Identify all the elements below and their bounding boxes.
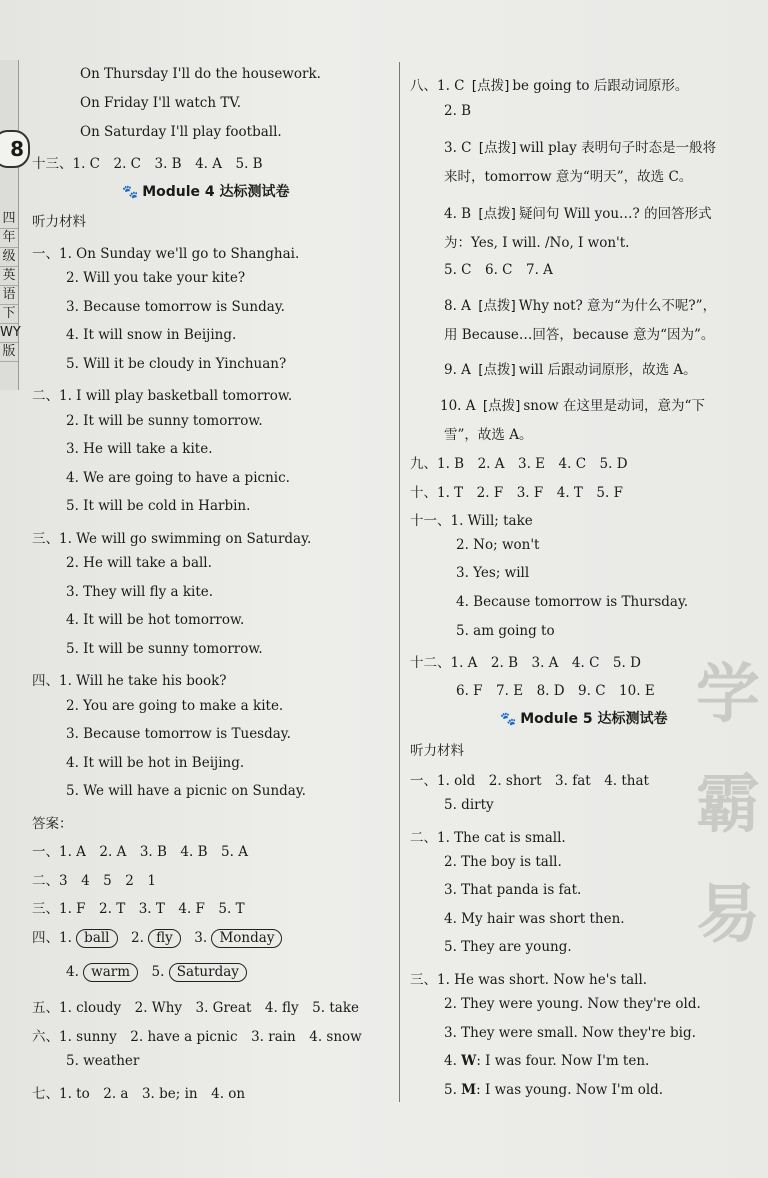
item-number: 3. C [444, 140, 476, 156]
line-text: 2. They were young. Now they're old. [444, 996, 701, 1012]
line-text: be going to 后跟动词原形。 [512, 78, 689, 94]
text-line [80, 124, 282, 140]
line-text: 来时，tomorrow 意为“明天”，故选 C。 [444, 169, 693, 185]
line-text: 5. We will have a picnic on Sunday. [66, 783, 306, 799]
line-text: 5. am going to [456, 623, 555, 639]
line-text: 6. F 7. E 8. D 9. C 10. E [456, 683, 655, 699]
text-line [66, 1053, 139, 1069]
text-line [444, 358, 697, 378]
line-text: 5. Will it be cloudy in Yinchuan? [66, 356, 287, 372]
line-text: will play 表明句子时态是一般将 [519, 140, 717, 156]
item-number: 八、1. C [410, 78, 469, 94]
text-line [444, 258, 553, 278]
line-text: 为：Yes, I will. /No, I won't. [444, 235, 630, 251]
text-line [500, 708, 668, 728]
text-line [410, 769, 649, 789]
text-line [66, 755, 244, 771]
text-line [444, 1053, 649, 1069]
circled-word: fly [148, 929, 181, 948]
text-line [66, 498, 250, 514]
watermark-stamp: 学 霸 易 [696, 657, 760, 952]
text-line [444, 202, 712, 222]
line-text: 三、1. He was short. Now he's tall. [410, 972, 648, 988]
text-line [410, 826, 566, 846]
line-text: 十、1. T 2. F 3. F 4. T 5. F [410, 485, 623, 501]
line-text: 5. dirty [444, 797, 494, 813]
text-line [32, 384, 292, 404]
spine-char: 英 [0, 267, 18, 286]
hint-tag: [点拨] [478, 140, 517, 156]
text-line [444, 1082, 663, 1098]
text-line [66, 270, 245, 286]
text-line [456, 537, 539, 553]
line-text: 5. They are young. [444, 939, 572, 955]
line-text: 二、3 4 5 2 1 [32, 873, 156, 889]
text-line [66, 356, 286, 372]
line-text: 5. It will be cold in Harbin. [66, 498, 251, 514]
text-line [66, 470, 290, 486]
text-line [444, 1025, 696, 1041]
item-number: 4. [66, 964, 84, 980]
text-line [456, 679, 655, 699]
speaker: W [461, 1053, 477, 1069]
spine-char: 下 [0, 305, 18, 324]
text-line [32, 840, 248, 860]
text-line [32, 210, 86, 230]
item-number: 4. [444, 1053, 462, 1069]
text-line [444, 423, 532, 443]
line-text: 2. No; won't [456, 537, 540, 553]
text-line [32, 869, 156, 889]
text-line [440, 394, 705, 414]
line-text: Why not? 意为“为什么不呢?”， [518, 298, 717, 314]
text-line [66, 555, 212, 571]
line-text: 十二、1. A 2. B 3. A 4. C 5. D [410, 655, 641, 671]
line-text: 2. He will take a ball. [66, 555, 212, 571]
circled-word: Monday [211, 929, 282, 948]
text-line [32, 897, 245, 917]
spine-char: 年 [0, 229, 18, 248]
text-line [444, 996, 701, 1012]
line-text: Module 4 达标测试卷 [142, 184, 290, 200]
text-line [66, 584, 213, 600]
line-text: 4. It will be hot tomorrow. [66, 612, 245, 628]
page-number: 8 [0, 130, 30, 168]
circled-row [66, 960, 247, 982]
line-text: 疑问句 Will you…? 的回答形式 [518, 206, 712, 222]
line-text: On Friday I'll watch TV. [80, 95, 242, 111]
text-line [32, 242, 299, 262]
line-text: On Saturday I'll play football. [80, 124, 282, 140]
text-line [80, 66, 321, 82]
text-line [444, 136, 716, 156]
speaker: M [461, 1082, 477, 1098]
line-text: 七、1. to 2. a 3. be; in 4. on [32, 1086, 246, 1102]
line-text: 一、1. On Sunday we'll go to Shanghai. [32, 246, 300, 262]
text-line [66, 612, 244, 628]
line-text: 3. Yes; will [456, 565, 530, 581]
line-text: 2. It will be sunny tomorrow. [66, 413, 263, 429]
line-text: 听力材料 [32, 214, 86, 230]
line-text: 4. Because tomorrow is Thursday. [456, 594, 689, 610]
line-text: 3. That panda is fat. [444, 882, 582, 898]
item-number: 5. [444, 1082, 462, 1098]
item-number: 10. A [440, 398, 480, 414]
item-number: 5. [138, 964, 169, 980]
line-text: Module 5 达标测试卷 [520, 711, 668, 727]
line-text: 六、1. sunny 2. have a picnic 3. rain 4. snow [32, 1029, 362, 1045]
circled-row [32, 926, 282, 948]
text-line [32, 527, 311, 547]
text-line [32, 812, 73, 832]
text-line [410, 968, 647, 988]
text-line [444, 939, 572, 955]
spine-char: 语 [0, 286, 18, 305]
line-text: 答案： [32, 816, 73, 832]
text-line [122, 181, 290, 201]
line-text: 3. They were small. Now they're big. [444, 1025, 696, 1041]
spine-char: 级 [0, 248, 18, 267]
text-line [456, 565, 529, 581]
line-text: 五、1. cloudy 2. Why 3. Great 4. fly 5. take [32, 1000, 359, 1016]
line-text: 2. You are going to make a kite. [66, 698, 284, 714]
item-number: 四、1. [32, 930, 77, 946]
line-text: On Thursday I'll do the housework. [80, 66, 321, 82]
line-text: 5. It will be sunny tomorrow. [66, 641, 263, 657]
text-line [444, 797, 494, 813]
line-text: 一、1. old 2. short 3. fat 4. that [410, 773, 649, 789]
text-line [66, 783, 306, 799]
line-text: 3. He will take a kite. [66, 441, 213, 457]
spine-char: WY [0, 324, 18, 343]
line-text: 一、1. A 2. A 3. B 4. B 5. A [32, 844, 248, 860]
spine-char: 四 [0, 210, 18, 229]
hint-tag: [点拨] [478, 298, 516, 314]
line-text: 三、1. F 2. T 3. T 4. F 5. T [32, 901, 245, 917]
text-line [410, 452, 628, 472]
line-text: will 后跟动词原形，故选 A。 [518, 362, 697, 378]
line-text: 4. My hair was short then. [444, 911, 625, 927]
item-number: 2. [117, 930, 149, 946]
text-line [66, 698, 283, 714]
line-text: 5. C 6. C 7. A [444, 262, 553, 278]
line-text: 二、1. The cat is small. [410, 830, 566, 846]
line-text: 4. It will be hot in Beijing. [66, 755, 245, 771]
line-text: 听力材料 [410, 743, 464, 759]
text-line [66, 726, 291, 742]
hint-tag: [点拨] [482, 398, 521, 414]
line-text: 3. They will fly a kite. [66, 584, 214, 600]
line-text: : I was young. Now I'm old. [476, 1082, 664, 1098]
text-line [32, 1025, 362, 1045]
circled-word: warm [83, 963, 138, 982]
column-divider [399, 62, 400, 1102]
line-text: 三、1. We will go swimming on Saturday. [32, 531, 312, 547]
text-line [456, 594, 688, 610]
item-number: 8. A [444, 298, 476, 314]
text-line [66, 413, 263, 429]
text-line [32, 669, 227, 689]
text-line [444, 854, 562, 870]
text-line [444, 294, 716, 314]
line-text: : I was four. Now I'm ten. [476, 1053, 650, 1069]
text-line [444, 103, 471, 119]
line-text: 用 Because…回答，because 意为“因为”。 [444, 327, 715, 343]
text-line [444, 231, 629, 251]
circled-word: ball [76, 929, 117, 948]
text-line [444, 323, 714, 343]
paw-icon: 🐾 [500, 712, 517, 727]
text-line [410, 481, 623, 501]
text-line [66, 327, 236, 343]
text-line [66, 441, 213, 457]
line-text: 四、1. Will he take his book? [32, 673, 227, 689]
line-text: 2. B [444, 103, 472, 119]
text-line [444, 882, 581, 898]
line-text: 3. Because tomorrow is Sunday. [66, 299, 285, 315]
text-line [456, 623, 555, 639]
text-line [410, 74, 688, 94]
book-spine-tab [0, 60, 24, 390]
text-line [444, 165, 692, 185]
text-line [32, 996, 359, 1016]
text-line [66, 641, 263, 657]
line-text: 2. Will you take your kite? [66, 270, 246, 286]
line-text: 4. We are going to have a picnic. [66, 470, 290, 486]
item-number: 4. B [444, 206, 476, 222]
text-line [410, 509, 533, 529]
grade-label [0, 210, 21, 362]
text-line [80, 95, 241, 111]
hint-tag: [点拨] [478, 206, 516, 222]
line-text: 二、1. I will play basketball tomorrow. [32, 388, 293, 404]
text-line [66, 299, 285, 315]
line-text: 2. The boy is tall. [444, 854, 562, 870]
text-line [32, 1082, 245, 1102]
item-number: 3. [180, 930, 212, 946]
text-line [32, 152, 263, 172]
line-text: 十三、1. C 2. C 3. B 4. A 5. B [32, 156, 263, 172]
hint-tag: [点拨] [471, 78, 510, 94]
spine-char: 版 [0, 343, 18, 362]
line-text: 3. Because tomorrow is Tuesday. [66, 726, 291, 742]
line-text: 5. weather [66, 1053, 140, 1069]
line-text: 4. It will snow in Beijing. [66, 327, 237, 343]
text-line [444, 911, 625, 927]
line-text: 九、1. B 2. A 3. E 4. C 5. D [410, 456, 628, 472]
paw-icon: 🐾 [122, 185, 139, 200]
line-text: 十一、1. Will; take [410, 513, 533, 529]
text-line [410, 739, 464, 759]
line-text: snow 在这里是动词，意为“下 [523, 398, 705, 414]
line-text: 雪”，故选 A。 [444, 427, 533, 443]
hint-tag: [点拨] [478, 362, 516, 378]
circled-word: Saturday [169, 963, 247, 982]
text-line [410, 651, 641, 671]
item-number: 9. A [444, 362, 476, 378]
